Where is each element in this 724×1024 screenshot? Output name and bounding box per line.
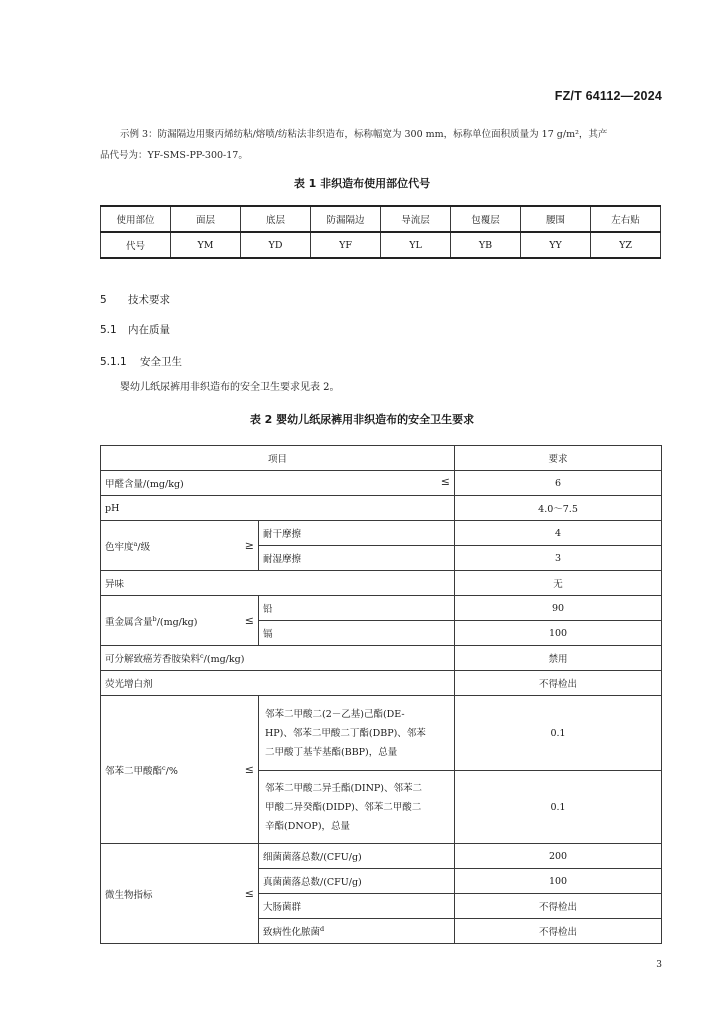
table-cell: YM: [171, 232, 241, 258]
table-cell: 微生物指标 ≤: [101, 844, 259, 944]
table-row: [101, 696, 662, 771]
table-cell: 3: [455, 546, 662, 571]
table-cell: 重金属含量$^b$/(mg/kg) ≤: [101, 596, 259, 646]
table-cell: 包覆层: [451, 206, 521, 232]
table-cell: 耐干摩擦: [259, 521, 455, 546]
table-cell: 腰围: [521, 206, 591, 232]
table-cell: 使用部位: [101, 206, 171, 232]
table-cell: 邻苯二甲酸二异壬酯(DINP)、邻苯二 甲酸二异癸酯(DIDP)、邻苯二甲酸二 辛酯(DNOP)，总量: [259, 771, 455, 844]
section-5-1-1-text: 婴幼儿纸尿裤用非织造布的安全卫生要求见表 2。: [120, 382, 340, 393]
table-row: [101, 521, 662, 546]
table-cell: 导流层: [381, 206, 451, 232]
table1-position-codes: [100, 205, 661, 259]
example-3-line2: 品代号为：YF-SMS-PP-300-17。: [100, 150, 248, 161]
table-cell: 致病性化脓菌$^d$: [259, 919, 455, 944]
table-row: [101, 232, 661, 258]
table-cell: 铅: [259, 596, 455, 621]
table-cell: 不得检出: [455, 919, 662, 944]
section-title: 技术要求: [128, 294, 170, 306]
table-cell: 防漏隔边: [311, 206, 381, 232]
table-row: [101, 671, 662, 696]
table-header-requirement: 要求: [455, 446, 662, 471]
table-cell: 大肠菌群: [259, 894, 455, 919]
table-cell: 耐湿摩擦: [259, 546, 455, 571]
section-5-heading: [100, 292, 170, 307]
table-cell: 禁用: [455, 646, 662, 671]
table-cell: 异味: [101, 571, 455, 596]
example-3-line1: 示例 3：防漏隔边用聚丙烯纺粘/熔喷/纺粘法非织造布，标称幅宽为 300 mm，标称单位面积质量为 17 g/m²，其产: [120, 129, 608, 140]
table-row: [101, 206, 661, 232]
table-cell: 0.1: [455, 771, 662, 844]
section-number: 5.1.1: [100, 356, 127, 368]
section-number: 5.1: [100, 324, 117, 336]
table-row: [101, 844, 662, 869]
table-cell: 代号: [101, 232, 171, 258]
table-cell: 邻苯二甲酸酯$^c$/% ≤: [101, 696, 259, 844]
table-cell: 无: [455, 571, 662, 596]
section-5-1-1-heading: [100, 354, 182, 369]
table-cell: YF: [311, 232, 381, 258]
table-row: [101, 571, 662, 596]
table-cell: 不得检出: [455, 894, 662, 919]
section-title: 安全卫生: [140, 356, 182, 368]
table1-caption: 表 1 非织造布使用部位代号: [293, 177, 431, 190]
table2-caption: 表 2 婴幼儿纸尿裤用非织造布的安全卫生要求: [249, 413, 475, 426]
table-cell: 底层: [241, 206, 311, 232]
table-cell: 可分解致癌芳香胺染料$^c$/(mg/kg): [101, 646, 455, 671]
table-cell: 200: [455, 844, 662, 869]
example-3: [100, 124, 665, 166]
table-cell: YB: [451, 232, 521, 258]
table-cell: 90: [455, 596, 662, 621]
table-cell: 4: [455, 521, 662, 546]
table-cell: YL: [381, 232, 451, 258]
table-cell: 0.1: [455, 696, 662, 771]
table-row: [101, 471, 662, 496]
table-cell: 左右贴: [591, 206, 661, 232]
table-cell: 真菌菌落总数/(CFU/g): [259, 869, 455, 894]
table-cell: 100: [455, 621, 662, 646]
section-number: 5: [100, 294, 107, 306]
table-cell: 细菌菌落总数/(CFU/g): [259, 844, 455, 869]
table-row: [101, 446, 662, 471]
table-cell: 荧光增白剂: [101, 671, 455, 696]
table-cell: pH: [101, 496, 455, 521]
table-cell: 镉: [259, 621, 455, 646]
table-cell: 色牢度$^a$/级 ≥: [101, 521, 259, 571]
table-cell: YY: [521, 232, 591, 258]
table-row: [101, 596, 662, 621]
section-5-1-heading: [100, 322, 170, 337]
table-row: [101, 646, 662, 671]
standard-code: FZ/T 64112—2024: [554, 89, 662, 103]
table2-safety-requirements: [100, 445, 662, 944]
table-cell: YD: [241, 232, 311, 258]
table-row: [101, 496, 662, 521]
table-cell: 邻苯二甲酸二(2－乙基)己酯(DE- HP)、邻苯二甲酸二丁酯(DBP)、邻苯 二甲酸丁基苄基酯(BBP)，总量: [259, 696, 455, 771]
table-cell: YZ: [591, 232, 661, 258]
table-cell: 面层: [171, 206, 241, 232]
table-cell: 100: [455, 869, 662, 894]
table-cell: 4.0～7.5: [455, 496, 662, 521]
section-title: 内在质量: [128, 324, 170, 336]
table-cell: 不得检出: [455, 671, 662, 696]
page-number: 3: [656, 960, 662, 970]
table-header-item: 项目: [101, 446, 455, 471]
table-cell: 甲醛含量/(mg/kg) ≤: [101, 471, 455, 496]
table-cell: 6: [455, 471, 662, 496]
